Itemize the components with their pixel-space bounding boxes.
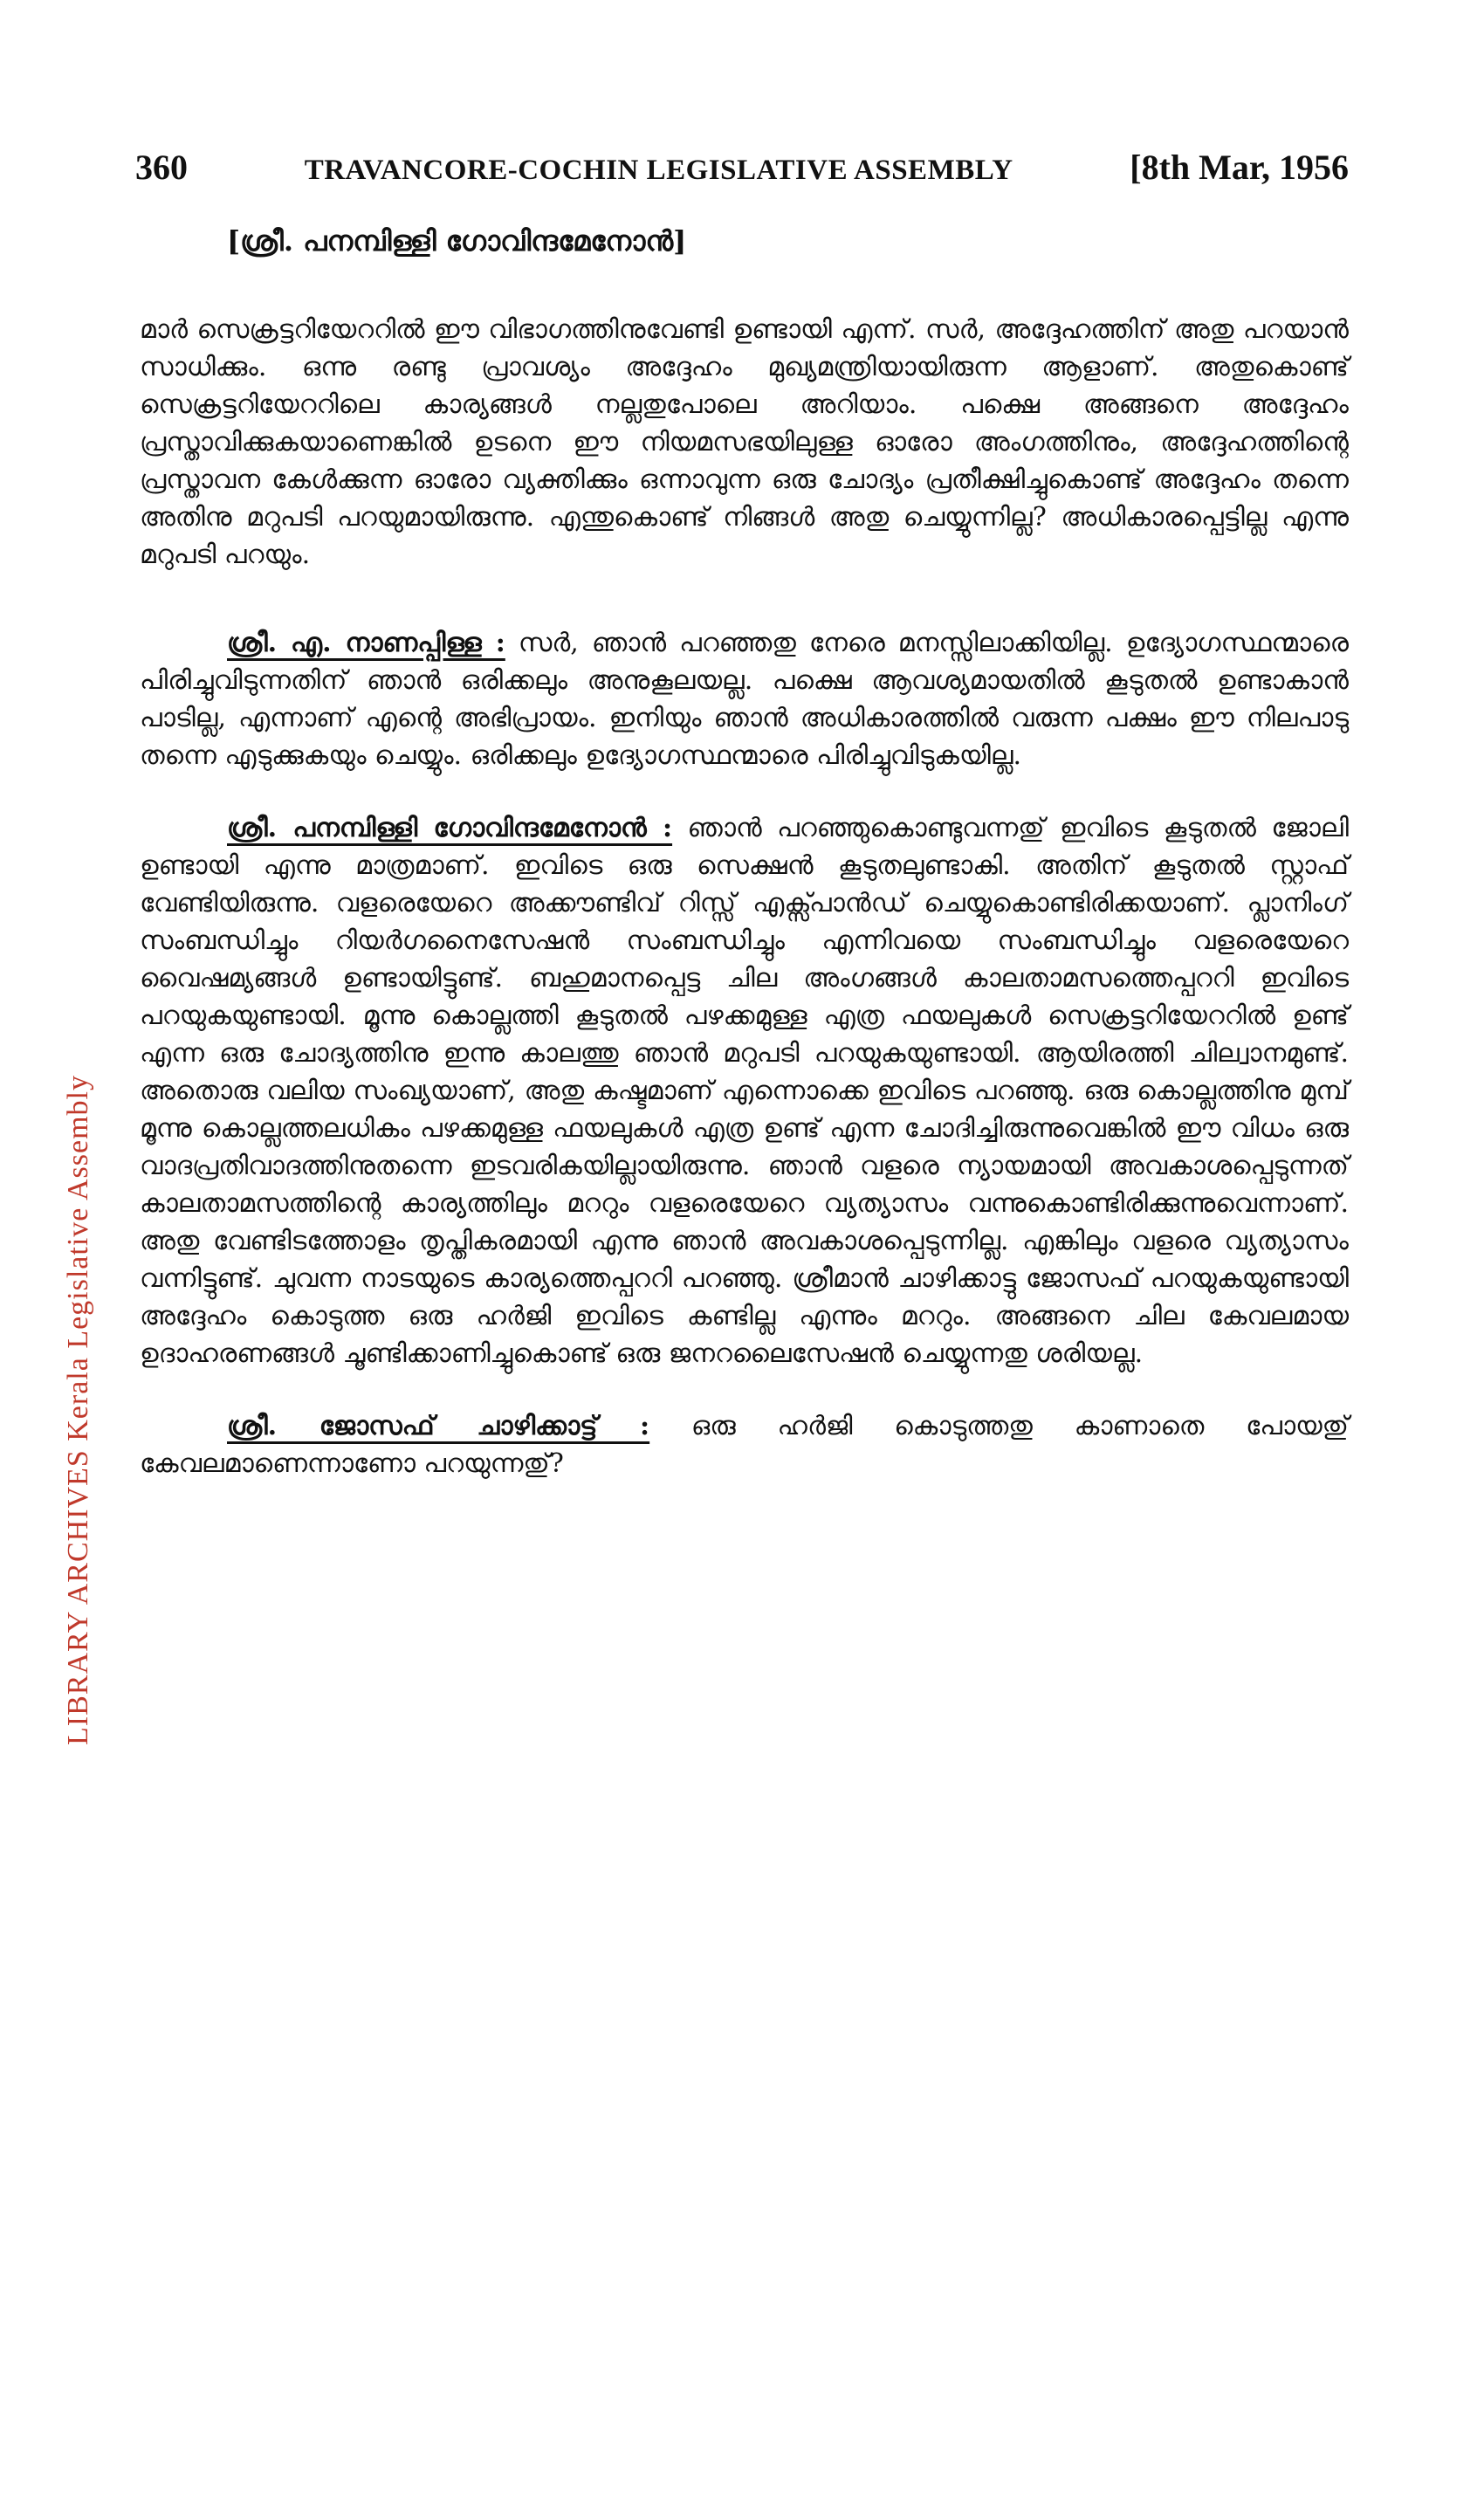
header-title: TRAVANCORE-COCHIN LEGISLATIVE ASSEMBLY: [304, 155, 1013, 186]
paragraph-1-text: മാർ സെക്രട്ടറിയേററിൽ ഈ വിഭാഗത്തിനുവേണ്ടി ഉണ്ടായി എന്ന്. സർ, അദ്ദേഹത്തിന് അതു പറയാൻ സാധിക്കും. ഒന്നു രണ്ടു പ്രാവശ്യം അദ്ദേഹം മുഖ്യമന്ത്രിയായിരുന്ന ആളാണ്. അതുകൊണ്ട് സെക്രട്ടറിയേററിലെ കാര്യങ്ങൾ നല്ലതുപോലെ അറിയാം. പക്ഷെ അങ്ങനെ അദ്ദേഹം പ്രസ്താവിക്കുകയാണെങ്കിൽ ഉടനെ ഈ നിയമസഭയിലുള്ള ഓരോ അംഗത്തിനും, അദ്ദേഹത്തിന്റെ പ്രസ്താവന കേൾക്കുന്ന ഓരോ വ്യക്തിക്കും ഒന്നാവുന്ന ഒരു ചോദ്യം പ്രതീക്ഷിച്ചുകൊണ്ട് അദ്ദേഹം തന്നെ അതിനു മറുപടി പറയുമായിരുന്നു. എന്തുകൊണ്ട് നിങ്ങൾ അതു ചെയ്യുന്നില്ല? അധികാരപ്പെട്ടില്ല എന്നു മറുപടി പറയും.: [140, 314, 1349, 570]
paragraph-3-speaker: ശ്രീ. പനമ്പിള്ളി ഗോവിന്ദമേനോൻ :: [227, 813, 673, 843]
paragraph-2-speaker: ശ്രീ. എ. നാണപ്പിള്ള :: [227, 628, 505, 658]
watermark-text: LIBRARY ARCHIVES Kerala Legislative Assembly: [62, 1074, 95, 1746]
page-content: [140, 223, 1349, 1517]
paragraph-2: [140, 624, 1349, 774]
paragraph-4-speaker: ശ്രീ. ജോസഫ് ചാഴിക്കാട്ട് :: [227, 1411, 650, 1441]
page-header: [135, 147, 1349, 188]
paragraph-4-text: ഒരു ഹർജി കൊടുത്തതു കാണാതെ പോയതു് കേവലമാണെന്നാണോ പറയുന്നതു്?: [140, 1411, 1349, 1479]
continued-speaker: [ശ്രീ. പനമ്പിള്ളി ഗോവിന്ദമേനോൻ]: [227, 224, 687, 258]
archive-watermark: [52, 908, 105, 1912]
paragraph-1: [140, 311, 1349, 574]
paragraph-4: [140, 1407, 1349, 1482]
paragraph-3-text: ഞാൻ പറഞ്ഞുകൊണ്ടുവന്നതു് ഇവിടെ കൂടുതൽ ജോലി ഉണ്ടായി എന്നു മാത്രമാണ്. ഇവിടെ ഒരു സെക്ഷൻ കൂടുതലുണ്ടാകി. അതിന് കൂടുതൽ സ്റ്റാഫ് വേണ്ടിയിരുന്നു. വളരെയേറെ അക്കൗണ്ടിവ് റിസ്സ് എക്സ്പാൻഡ് ചെയ്യുകൊണ്ടിരിക്കയാണ്. പ്ലാനിംഗ് സംബന്ധിച്ചും റിയർഗനൈസേഷൻ സംബന്ധിച്ചും എന്നിവയെ സംബന്ധിച്ചും വളരെയേറെ വൈഷമ്യങ്ങൾ ഉണ്ടായിട്ടുണ്ട്. ബഹുമാനപ്പെട്ട ചില അംഗങ്ങൾ കാലതാമസത്തെപ്പററി ഇവിടെ പറയുകയുണ്ടായി. മൂന്നു കൊല്ലത്തി കൂടുതൽ പഴക്കമുള്ള എത്ര ഫയലുകൾ സെക്രട്ടറിയേററിൽ ഉണ്ട് എന്ന ഒരു ചോദ്യത്തിനു ഇന്നു കാലത്തു ഞാൻ മറുപടി പറയുകയുണ്ടായി. ആയിരത്തി ചില്വാനമുണ്ട്. അതൊരു വലിയ സംഖ്യയാണ്, അതു കഷ്ടമാണ് എന്നൊക്കെ ഇവിടെ പറഞ്ഞു. ഒരു കൊല്ലത്തിനു മുമ്പ് മൂന്നു കൊല്ലത്തലധികം പഴക്കമുള്ള ഫയലുകൾ എത്ര ഉണ്ട് എന്ന ചോദിച്ചിരുന്നുവെങ്കിൽ ഈ വിധം ഒരു വാദപ്രതിവാദത്തിനുതന്നെ ഇടവരികയില്ലായിരുന്നു. ഞാൻ വളരെ ന്യായമായി അവകാശപ്പെടുന്നത് കാലതാമസത്തിന്റെ കാര്യത്തിലും മററും വളരെയേറെ വ്യത്യാസം വന്നുകൊണ്ടിരിക്കുന്നുവെന്നാണ്. അതു വേണ്ടിടത്തോളം തൃപ്തികരമായി എന്നു ഞാൻ അവകാശപ്പെടുന്നില്ല. എങ്കിലും വളരെ വ്യത്യാസം വന്നിട്ടുണ്ട്. ചുവന്ന നാടയുടെ കാര്യത്തെപ്പററി പറഞ്ഞു. ശ്രീമാൻ ചാഴിക്കാട്ടു ജോസഫ് പറയുകയുണ്ടായി അദ്ദേഹം കൊടുത്ത ഒരു ഹർജി ഇവിടെ കണ്ടില്ല എന്നും മററും. അങ്ങനെ ചില കേവലമായ ഉദാഹരണങ്ങൾ ചൂണ്ടിക്കാണിച്ചുകൊണ്ട് ഒരു ജനറലൈസേഷൻ ചെയ്യുന്നതു ശരിയല്ല.: [140, 813, 1349, 1369]
paragraph-3: [140, 809, 1349, 1372]
page-number: 360: [135, 148, 188, 187]
header-date: [8th Mar, 1956: [1130, 148, 1349, 187]
paragraph-2-text: സർ, ഞാൻ പറഞ്ഞതു നേരെ മനസ്സിലാക്കിയില്ല. ഉദ്യോഗസ്ഥന്മാരെ പിരിച്ചുവിടുന്നതിന് ഞാൻ ഒരിക്കലും അനുകൂലയല്ല. പക്ഷെ ആവശ്യമായതിൽ കൂടുതൽ ഉണ്ടാകാൻ പാടില്ല, എന്നാണ് എന്റെ അഭിപ്രായം. ഇനിയും ഞാൻ അധികാരത്തിൽ വരുന്ന പക്ഷം ഈ നിലപാടു തന്നെ എടുക്കുകയും ചെയ്യും. ഒരിക്കലും ഉദ്യോഗസ്ഥന്മാരെ പിരിച്ചുവിടുകയില്ല.: [140, 628, 1349, 771]
